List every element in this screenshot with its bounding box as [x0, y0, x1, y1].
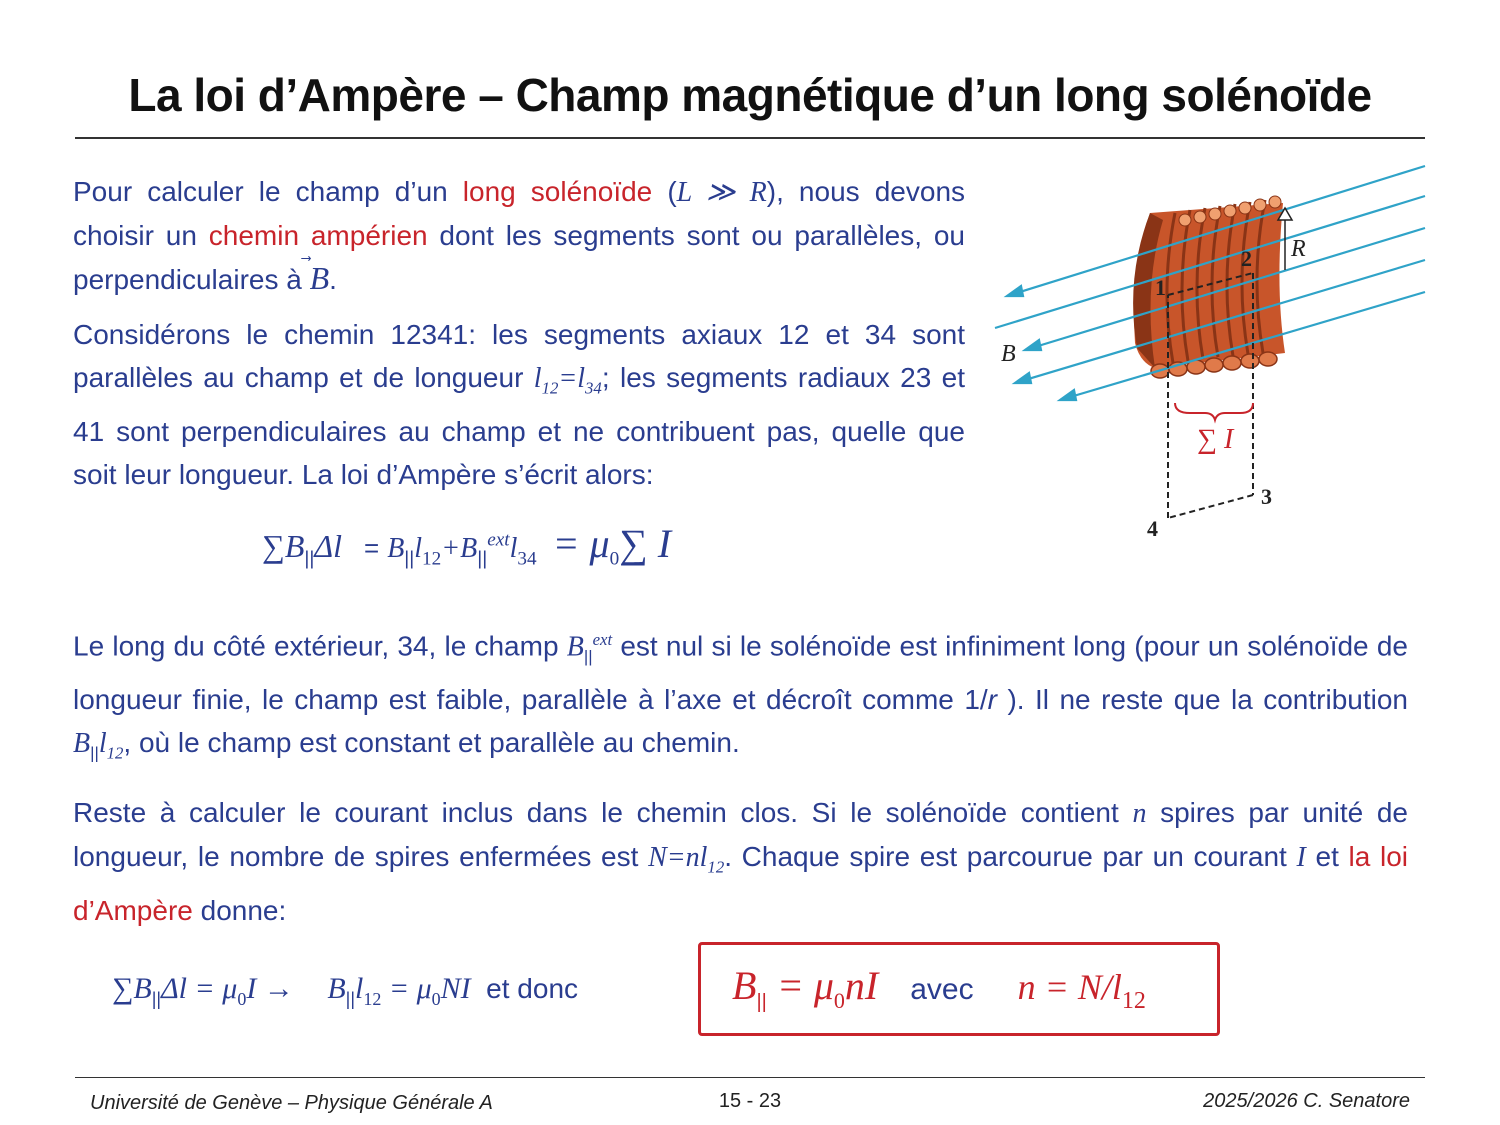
text: .	[329, 264, 337, 295]
math-I: I	[1296, 842, 1306, 873]
fig-label-2: 2	[1241, 246, 1252, 271]
eq-term: B	[387, 533, 405, 564]
eq-sub: ||	[756, 991, 767, 1013]
math-B: B	[73, 727, 91, 759]
text: ), nous devons choisir un	[73, 176, 966, 251]
equation-derivation	[112, 972, 578, 1010]
math-sub: ||	[583, 646, 593, 666]
arrow-icon	[1015, 373, 1031, 383]
text: Considérons le chemin 12341: les segments axiaux 12 et 34 sont parallèles au champ et de longueur	[73, 319, 965, 393]
eq-sub: 0	[609, 548, 620, 570]
eq-sub: 12	[1121, 988, 1146, 1014]
title-rule	[75, 137, 1425, 139]
text: Reste à calculer le courant inclus dans le chemin clos. Si le solénoïde contient	[73, 797, 1133, 828]
eq-sub: 12	[422, 548, 442, 570]
text: (	[652, 176, 677, 207]
vector-B	[310, 260, 330, 296]
text: spires par unité de longueur, le nombre de spires enfermées est	[73, 797, 1409, 872]
enclosed-current-brace	[1175, 403, 1253, 420]
highlight-amperian-path: chemin ampérien	[208, 220, 428, 251]
equation-result	[732, 962, 1146, 1015]
text: dont les segments sont ou parallèles, ou perpendiculaires à	[73, 220, 965, 295]
paragraph-current	[73, 791, 1408, 932]
eq-term: l	[355, 972, 364, 1005]
eq-term: nI	[844, 963, 879, 1008]
text: et	[1305, 841, 1349, 872]
eq-term: Δl = μ	[161, 972, 238, 1005]
math-sub: 12	[106, 743, 124, 763]
fig-label-sum-I: ∑ I	[1197, 424, 1234, 455]
arrow-icon	[1007, 286, 1023, 296]
eq-sub: ||	[304, 548, 315, 570]
paragraph-intro	[73, 170, 965, 301]
text: Pour calculer le champ d’un	[73, 176, 463, 207]
math-L-gg-R: L ≫ R	[676, 177, 767, 208]
text: ). Il ne reste que la contribution	[997, 683, 1408, 715]
arrow-icon	[1025, 340, 1041, 350]
eq-term: +B	[441, 533, 478, 564]
paragraph-path	[73, 313, 965, 496]
eq-term: B	[327, 972, 346, 1005]
footer-course-info: 2025/2026 C. Senatore	[1203, 1090, 1410, 1112]
text: ; les segments radiaux 23 et 41 sont perpendiculaires au champ et ne contribuent pas, quelle que soit leur longueur. La loi d’Ampère s’écrit alors:	[73, 362, 965, 490]
eq-term: l	[509, 533, 518, 564]
math-eq-l: =l	[558, 363, 586, 394]
fig-label-B: B	[1001, 341, 1016, 367]
math-sub: 34	[585, 378, 602, 398]
text: donne:	[192, 894, 287, 926]
eq-term: ∑ I	[619, 521, 672, 566]
highlight-long-solenoid: long solénoïde	[462, 176, 653, 207]
eq-term: NI	[440, 972, 471, 1005]
math-sub: 12	[541, 378, 559, 398]
eq-sub: 12	[363, 989, 382, 1009]
eq-term: = μ	[552, 521, 610, 566]
arrow-icon	[1060, 390, 1076, 400]
text: . Chaque spire est parcourue par un courant	[724, 841, 1297, 872]
fig-label-1: 1	[1155, 275, 1166, 300]
text: Le long du côté extérieur, 34, le champ	[73, 630, 567, 662]
eq-term: Δl	[314, 528, 342, 564]
eq-term: ∑B	[112, 972, 152, 1005]
math-sup: ext	[592, 630, 613, 649]
eq-text-avec: avec	[910, 973, 974, 1006]
vector-B-letter: B	[309, 260, 330, 296]
eq-sup: ext	[487, 529, 510, 551]
fig-label-3: 3	[1261, 484, 1272, 509]
eq-term: l	[414, 533, 423, 564]
slide-title: La loi d’Ampère – Champ magnétique d’un long solénoïde	[128, 69, 1372, 121]
eq-sub: 0	[431, 989, 441, 1009]
paragraph-exterior	[73, 618, 1408, 775]
text: est nul si le solénoïde est infiniment long (pour un solénoïde de longueur finie, le champ est faible, parallèle à l’axe et décroît comme 1/	[73, 630, 1408, 715]
eq-equals: =	[364, 533, 380, 563]
eq-term: = μ	[381, 972, 432, 1005]
eq-sub: 0	[833, 988, 845, 1013]
eq-term: ∑B	[262, 528, 305, 564]
eq-sub: ||	[477, 548, 488, 570]
eq-term: = μ	[766, 963, 834, 1008]
solenoid-figure	[985, 158, 1430, 550]
math-n: n	[1132, 798, 1147, 829]
math-sub: ||	[90, 743, 99, 763]
math-l: l	[98, 727, 107, 759]
eq-sub: ||	[345, 989, 356, 1009]
math-N-eq-nl: N=nl	[648, 842, 708, 873]
footer-page-number: 15 - 23	[718, 1090, 782, 1112]
text: , où le champ est constant et parallèle au chemin.	[123, 726, 740, 758]
fig-label-R: R	[1291, 236, 1306, 262]
eq-sub: ||	[404, 548, 415, 570]
footer-rule	[75, 1077, 1425, 1078]
math-B: B	[566, 631, 584, 663]
fig-label-4: 4	[1147, 516, 1158, 541]
math-sub: 12	[707, 857, 725, 877]
eq-text-et-donc: et donc	[486, 973, 579, 1004]
eq-term: I →	[246, 972, 294, 1005]
highlight-ampere-law: la loi d’Ampère	[73, 841, 1408, 926]
equation-ampere-sum	[262, 520, 671, 570]
eq-sub: 34	[517, 548, 537, 570]
eq-sub: ||	[151, 989, 162, 1009]
eq-term: n = N/l	[1017, 967, 1122, 1007]
math-r: r	[987, 683, 997, 715]
eq-term: B	[732, 963, 757, 1008]
math-l: l	[533, 363, 542, 394]
footer-institution: Université de Genève – Physique Générale A	[90, 1092, 493, 1114]
eq-sub: 0	[237, 989, 247, 1009]
